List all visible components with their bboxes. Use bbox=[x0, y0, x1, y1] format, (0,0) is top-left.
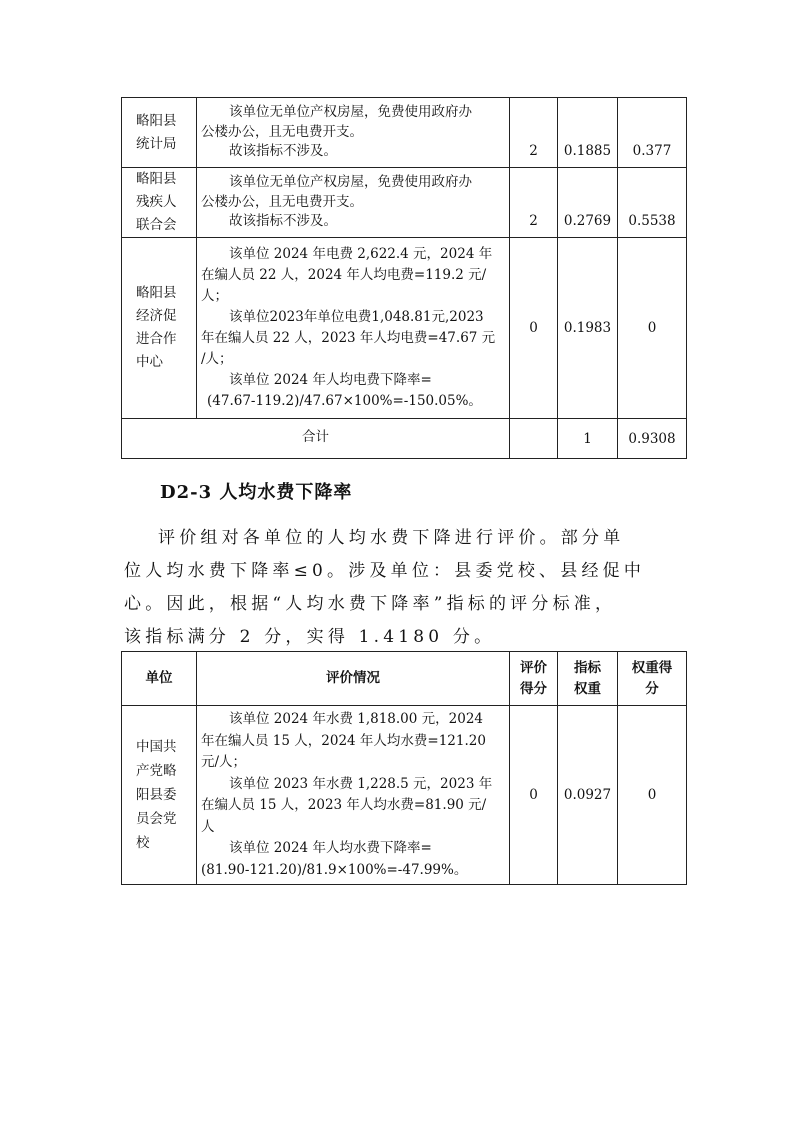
desc-cell bbox=[197, 168, 510, 238]
desc-line: 年在编人员 22 人，2023 年人均电费=47.67 元 bbox=[201, 330, 496, 346]
unit-line: 中国共 bbox=[136, 739, 177, 755]
unit-cell bbox=[122, 706, 197, 885]
unit-line: 阳县委 bbox=[136, 787, 177, 803]
header-unit: 单位 bbox=[122, 652, 197, 706]
desc-line: 人 bbox=[201, 818, 215, 835]
desc-line: 该单位 2024 年水费 1,818.00 元，2024 bbox=[229, 711, 483, 727]
weight-cell: 0.2769 bbox=[558, 168, 618, 238]
unit-line: 略阳县 bbox=[136, 171, 177, 187]
total-label: 合计 bbox=[122, 419, 510, 459]
unit-line: 产党略 bbox=[136, 763, 177, 779]
desc-line: 该单位 2024 年人均电费下降率= bbox=[229, 372, 432, 388]
desc-line: 该单位 2024 年人均水费下降率= bbox=[229, 840, 432, 856]
desc-line: 人； bbox=[201, 288, 228, 304]
desc-line: 在编人员 15 人，2023 年人均水费=81.90 元/ bbox=[201, 797, 487, 813]
desc-line: 该单位2023年单位电费1,048.81元,2023 bbox=[229, 309, 484, 325]
unit-cell bbox=[122, 98, 197, 168]
table-row bbox=[122, 706, 687, 885]
unit-line: 中心 bbox=[136, 354, 163, 370]
weight-cell: 0.1885 bbox=[558, 98, 618, 168]
desc-line: 故该指标不涉及。 bbox=[229, 143, 337, 160]
unit-line: 进合作 bbox=[136, 331, 177, 347]
unit-line: 统计局 bbox=[136, 135, 177, 152]
table-row bbox=[122, 238, 687, 419]
header-line: 评价 bbox=[520, 659, 547, 676]
weight-cell: 0.1983 bbox=[558, 238, 618, 419]
score-cell: 2 bbox=[510, 98, 558, 168]
total-row bbox=[122, 419, 687, 459]
header-weight bbox=[558, 652, 618, 706]
header-weighted bbox=[618, 652, 687, 706]
desc-line: 该单位无单位产权房屋，免费使用政府办 bbox=[229, 104, 472, 121]
unit-line: 校 bbox=[136, 835, 150, 851]
electricity-table bbox=[121, 97, 687, 459]
section-paragraph bbox=[124, 522, 684, 654]
total-weighted: 0.9308 bbox=[618, 419, 687, 459]
paragraph-line: 该指标满分 2 分，实得 1.4180 分。 bbox=[124, 627, 496, 647]
desc-cell bbox=[197, 238, 510, 419]
header-line: 权重 bbox=[574, 680, 601, 697]
desc-line: 该单位无单位产权房屋，免费使用政府办 bbox=[229, 174, 472, 191]
paragraph-line: 心。因此，根据“人均水费下降率”指标的评分标准， bbox=[124, 594, 617, 614]
paragraph-line: 评价组对各单位的人均水费下降进行评价。部分单 bbox=[158, 528, 625, 548]
weighted-cell: 0.5538 bbox=[618, 168, 687, 238]
table-row bbox=[122, 168, 687, 238]
header-line: 得分 bbox=[520, 680, 547, 697]
unit-line: 经济促 bbox=[136, 308, 177, 324]
score-cell: 2 bbox=[510, 168, 558, 238]
weighted-cell: 0 bbox=[618, 706, 687, 885]
desc-line: 故该指标不涉及。 bbox=[229, 213, 337, 230]
desc-cell bbox=[197, 98, 510, 168]
desc-cell bbox=[197, 706, 510, 885]
desc-line: 公楼办公，且无电费开支。 bbox=[201, 193, 363, 210]
desc-line: (81.90-121.20)/81.9×100%=-47.99%。 bbox=[201, 861, 468, 878]
header-line: 权重得 bbox=[631, 659, 673, 676]
paragraph-line: 位人均水费下降率≤0。涉及单位：县委党校、县经促中 bbox=[124, 561, 646, 581]
desc-line: 在编人员 22 人，2024 年人均电费=119.2 元/ bbox=[201, 267, 487, 283]
unit-line: 员会党 bbox=[136, 811, 177, 827]
table-row bbox=[122, 98, 687, 168]
desc-line: 公楼办公，且无电费开支。 bbox=[201, 123, 363, 140]
section-heading: D2-3 人均水费下降率 bbox=[160, 482, 353, 503]
header-line: 分 bbox=[645, 680, 659, 697]
score-cell: 0 bbox=[510, 706, 558, 885]
unit-cell bbox=[122, 168, 197, 238]
unit-line: 残疾人 bbox=[136, 194, 177, 210]
desc-line: /人； bbox=[201, 351, 233, 367]
score-cell: 0 bbox=[510, 238, 558, 419]
header-line: 指标 bbox=[574, 659, 601, 676]
weight-cell: 0.0927 bbox=[558, 706, 618, 885]
header-desc: 评价情况 bbox=[197, 652, 510, 706]
header-row bbox=[122, 652, 687, 706]
weighted-cell: 0.377 bbox=[618, 98, 687, 168]
total-weight: 1 bbox=[558, 419, 618, 459]
unit-line: 略阳县 bbox=[136, 285, 177, 301]
water-table bbox=[121, 651, 687, 885]
total-score bbox=[510, 419, 558, 459]
desc-line: (47.67-119.2)/47.67×100%=-150.05%。 bbox=[207, 393, 482, 409]
desc-line: 该单位 2023 年水费 1,228.5 元，2023 年 bbox=[229, 775, 493, 792]
desc-line: 元/人； bbox=[201, 754, 247, 770]
unit-cell bbox=[122, 238, 197, 419]
unit-line: 联合会 bbox=[136, 217, 177, 233]
header-score bbox=[510, 652, 558, 706]
desc-line: 年在编人员 15 人，2024 年人均水费=121.20 bbox=[201, 732, 486, 749]
unit-line: 略阳县 bbox=[136, 112, 177, 129]
weighted-cell: 0 bbox=[618, 238, 687, 419]
desc-line: 该单位 2024 年电费 2,622.4 元，2024 年 bbox=[229, 246, 493, 262]
